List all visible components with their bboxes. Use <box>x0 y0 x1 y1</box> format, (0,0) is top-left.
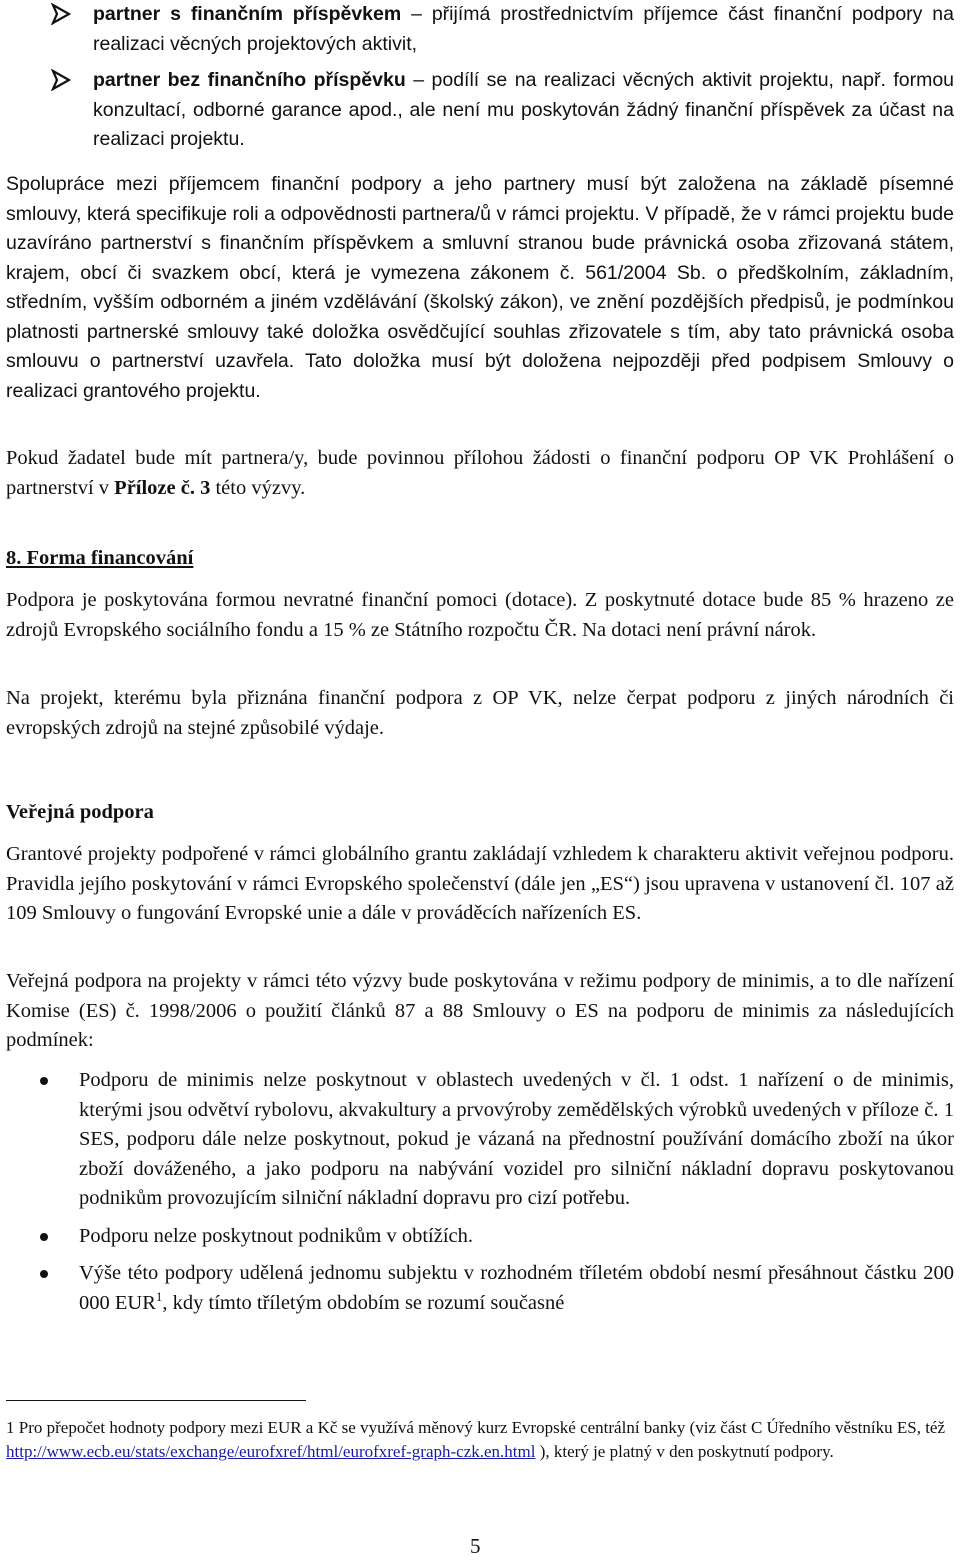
bullet-partner-without-contribution <box>6 66 954 155</box>
paragraph-partner-declaration: Pokud žadatel bude mít partnera/y, bude povinnou přílohou žádosti o finanční podporu OP VK Prohlášení o partnerství v Příloze č. 3 této výzvy. <box>6 447 954 499</box>
paragraph-cooperation: Spolupráce mezi příjemcem finanční podpory a jeho partnery musí být založena na základě písemné smlouvy, která specifikuje roli a odpovědnosti partnera/ů v rámci projektu. V případě, že v rámci projektu bude uzavíráno partnerství s finančním příspěvkem a smluvní stranou bude právnická osoba zřizovaná státem, krajem, obcí či svazkem obcí, která je vymezena zákonem č. 561/2004 Sb. o předškolním, základním, středním, vyšším odborném a jiném vzdělávání (školský zákon), ve znění pozdějších předpisů, je podmínkou platnosti partnerské smlouvy také doložka osvědčující souhlas zřizovatele s tím, aby tato právnická osoba smlouvu o partnerství uzavřela. Tato doložka musí být doložena nejpozději před podpisem Smlouvy o realizaci grantového projektu. <box>6 173 954 402</box>
arrow-bullet-icon <box>50 3 72 25</box>
ecb-link[interactable]: http://www.ecb.eu/stats/exchange/eurofxref/html/eurofxref-graph-czk.en.html <box>6 1442 536 1461</box>
footnote-number: 1 <box>6 1418 15 1437</box>
bullet-dot-icon <box>40 1270 48 1278</box>
arrow-bullet-icon <box>50 69 72 91</box>
bullet-term: partner bez finančního příspěvku <box>93 69 406 91</box>
footnote-separator <box>6 1400 306 1401</box>
section-heading-public-support: Veřejná podpora <box>6 801 154 823</box>
footnote: 1 Pro přepočet hodnoty podpory mezi EUR a Kč se využívá měnový kurz Evropské centrální banky (viz část C Úředního věstníku ES, též http://www.ecb.eu/stats/exchange/eurofxref/html/eurofxref-graph-czk.en.html ), který je platný v den poskytnutí podpory. <box>6 1418 946 1461</box>
list-item: Podporu de minimis nelze poskytnout v oblastech uvedených v čl. 1 odst. 1 nařízení o de minimis, kterými jsou odvětví rybolovu, akvakultury a prvovýroby zemědělských výrobků uvedených v příloze č. 1 SES, podporu dále nelze poskytnout, pokud je vázaná na přednostní používání domácího zboží na úkor zboží dováženého, a jako podporu na nabývání vozidel pro silniční nákladní dopravu poskytovanou podnikům provozujícím silniční nákladní dopravu pro cizí potřebu. <box>6 1066 954 1214</box>
list-item: Podporu nelze poskytnout podnikům v obtížích. <box>6 1222 954 1252</box>
page-number: 5 <box>470 1534 481 1558</box>
bullet-text: – přijímá prostřednictvím příjemce část finanční podpory na realizaci věcných projektových aktivit, <box>93 3 954 55</box>
footnote-reference[interactable]: 1 <box>155 1288 163 1304</box>
attachment-reference: Příloze č. 3 <box>114 476 211 499</box>
bullet-text: – podílí se na realizaci věcných aktivit projektu, např. formou konzultací, odborné garance apod., ale není mu poskytován žádný finanční příspěvek za účast na realizaci projektu. <box>93 69 955 150</box>
bullet-dot-icon <box>40 1233 48 1241</box>
paragraph-de-minimis: Veřejná podpora na projekty v rámci této výzvy bude poskytována v režimu podpory de minimis, a to dle nařízení Komise (ES) č. 1998/2006 o použití článků 87 a 88 Smlouvy o ES na podporu de minimis za následujících podmínek: <box>6 970 954 1051</box>
bullet-partner-with-contribution <box>6 0 954 59</box>
conditions-list <box>6 1066 954 1318</box>
bullet-dot-icon <box>40 1077 48 1085</box>
paragraph-public-support-rules: Grantové projekty podpořené v rámci globálního grantu zakládají vzhledem k charakteru aktivit veřejnou podporu. Pravidla jejího poskytování v rámci Evropského společenství (dále jen „ES“) jsou upravena v ustanovení čl. 107 až 109 Smlouvy o fungování Evropské unie a dále v prováděcích nařízeních ES. <box>6 843 954 924</box>
paragraph-no-double-funding: Na projekt, kterému byla přiznána finanční podpora z OP VK, nelze čerpat podporu z jiných národních či evropských zdrojů na stejné způsobilé výdaje. <box>6 687 954 739</box>
section-heading-financing: 8. Forma financování <box>6 547 194 569</box>
paragraph-financing-form: Podpora je poskytována formou nevratné finanční pomoci (dotace). Z poskytnuté dotace bude 85 % hrazeno ze zdrojů Evropského sociálního fondu a 15 % ze Státního rozpočtu ČR. Na dotaci není právní nárok. <box>6 589 954 641</box>
bullet-term: partner s finančním příspěvkem <box>93 3 402 25</box>
list-item: Výše této podpory udělená jednomu subjektu v rozhodném tříletém období nesmí přesáhnout částku 200 000 EUR$^1$, kdy tímto tříletým obdobím se rozumí současné <box>6 1259 954 1318</box>
